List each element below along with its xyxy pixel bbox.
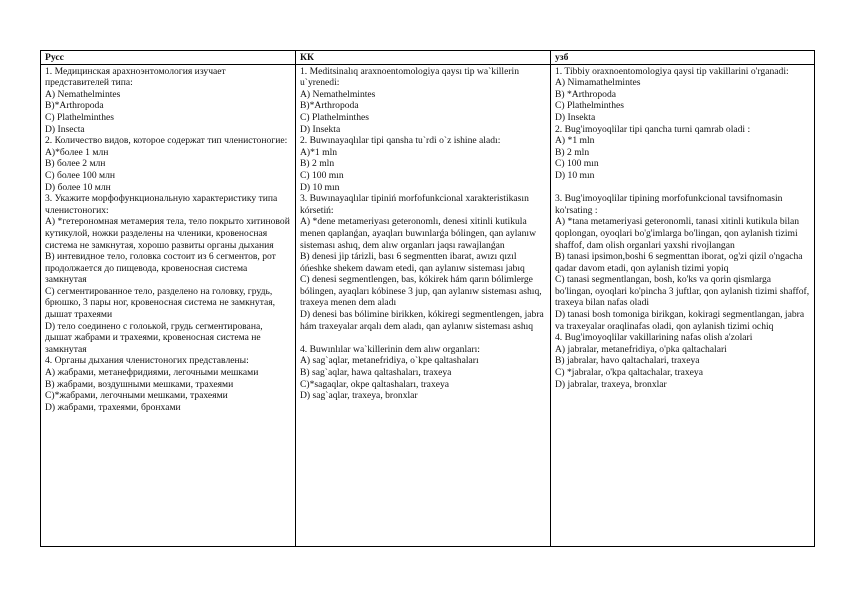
text-line: C) более 100 млн	[45, 169, 116, 181]
text-line: A) *гетерономная метамерия тела, тело покрыто хитиновой кутикулой, ножки разделены на членики, кровеносная система не замкнутая, хорошо развиты органы дыхания	[45, 216, 290, 251]
text-line: C) 100 mın	[300, 169, 344, 181]
text-line: A) жабрами, метанефридиями, легочными мешками	[45, 367, 259, 379]
text-line: B)*Arthropoda	[300, 100, 359, 112]
text-line: B) denesi jip tárizli, bası 6 segmentten ibarat, awızı qızıl óńeshke shekem dawam etedi, qan aylanıw sisteması jabıq	[300, 251, 525, 274]
text-line: 3. Bug'imoyoqlilar tipining morfofunkcional tavsifnomasin ko'rsating :	[555, 193, 783, 216]
text-line: B) интевидное тело, головка состоит из 6 сегментов, рот продолжается до пищевода, кровеносная система замкнутая	[45, 251, 276, 286]
uzbek-column	[551, 64, 815, 546]
text-line: C) Plathelminthes	[555, 100, 625, 112]
text-line: D) жабрами, трахеями, бронхами	[45, 401, 181, 413]
text-line: 3. Buwınayaqlılar tipiniń morfofunkcional xarakteristikasın kórsetiń:	[300, 193, 529, 216]
text-line: D) Insecta	[45, 123, 85, 135]
text-line: D) тело соединено с голоькой, грудь сегментирована, дышат жабрами и трахеями, кровеносная система не замкнутая	[45, 320, 263, 355]
russian-column	[41, 64, 296, 546]
text-line: A) Nemathelmintes	[45, 88, 121, 100]
text-line: B) жабрами, воздушными мешками, трахеями	[45, 378, 234, 390]
text-line: B) *Arthropoda	[555, 88, 617, 100]
text-line: C) *jabralar, o'kpa qaltachalar, traxeya	[555, 367, 703, 379]
text-line: D) Insekta	[555, 111, 596, 123]
text-line: B) tanasi ipsimon,boshi 6 segmenttan iborat, og'zi qizil o'ngacha qadar davom etadi, qon aylanish tizimi yopiq	[555, 251, 803, 274]
text-line: D) Insekta	[300, 123, 341, 135]
text-line: B) 2 mln	[555, 146, 590, 158]
karakalpak-column	[296, 64, 551, 546]
text-line: C) Plathelminthes	[300, 111, 370, 123]
text-line: 4. Органы дыхания членистоногих представлены:	[45, 355, 249, 367]
text-line: D) более 10 млн	[45, 181, 111, 193]
text-line: D) tanasi bosh tomoniga birikgan, kokiragi segmentlangan, jabra va traxeyalar oraqlinafas oladi, qon aylanish tizimi ochiq	[555, 309, 805, 332]
blank-line	[300, 332, 546, 344]
text-line: 3. Укажите морфофункциональную характеристику типа членистоногих:	[45, 193, 278, 216]
text-line: A) *tana metameriyasi geteronomli, tanasi xitinli kutikula bilan qoplongan, oyoqlari bo'g'imlarga bo'lingan, qon aylanish tizimi shaffof, dam olish organlari yaxshi rivojlangan	[555, 216, 800, 251]
text-line: 2. Buwınayaqlılar tipi qansha tu`rdi o`z ishine aladı:	[300, 135, 501, 147]
text-line: C) denesi segmentlengen, bas, kókirek hám qarın bólimlerge bólingen, ayaqları kóbinese 3 jup, qan aylanıw sisteması ashıq, traxeya menen dem aladı	[300, 274, 542, 309]
text-line: C) 100 mın	[555, 158, 599, 170]
text-line: C) сегментированное тело, разделено на головку, грудь, брюшко, 3 пары ног, кровеносная система не замкнутая, дышат трахеями	[45, 285, 276, 321]
text-line: B) 2 mln	[300, 158, 335, 170]
text-line: A) jabralar, metanefridiya, o'pka qaltachalari	[555, 343, 727, 355]
text-line: A) *1 mln	[555, 135, 595, 147]
content-row	[41, 64, 815, 546]
text-line: D) denesi bas bólimine birikken, kókiregi segmentlengen, jabra hám traxeyalar arqalı dem aladı, qan aylanıw sisteması ashıq	[300, 309, 544, 332]
header-karakalpak: КК	[296, 51, 551, 65]
text-line: A) Nimamathelmintes	[555, 77, 641, 89]
text-line: A) Nemathelmintes	[300, 88, 376, 100]
text-line: B) sag`aqlar, hawa qaltashaları, traxeya	[300, 367, 452, 379]
document-page	[40, 50, 810, 547]
text-line: A) *dene metameriyası geteronomlı, denesi xitinli kutikula menen qaplanǵan, ayaqları buwınlarǵa bólingen, qan aylanıw sisteması ashıq, dem alıw organları jaqsı rawajlanǵan	[300, 216, 537, 251]
header-russian: Русс	[41, 51, 296, 65]
header-uzbek: узб	[551, 51, 815, 65]
text-line: 2. Bug'imoyoqlilar tipi qancha turni qamrab oladi :	[555, 123, 751, 135]
text-line: C)*sagaqlar, okpe qaltashaları, traxeya	[300, 378, 450, 390]
text-line: A) sag`aqlar, metanefridiya, o`kpe qaltashaları	[300, 355, 479, 367]
text-line: B)*Arthropoda	[45, 100, 104, 112]
text-line: A)*более 1 млн	[45, 146, 109, 158]
text-line: 4. Bug'imoyoqlilar vakillarining nafas olish a'zolari	[555, 332, 753, 344]
quiz-table	[40, 50, 815, 547]
text-line: D) 10 mın	[555, 169, 595, 181]
text-line: A)*1 mln	[300, 146, 338, 158]
text-line: 1. Tibbiy oraxnoentomologiya qaysi tip vakillarini o'rganadi:	[555, 65, 789, 77]
text-line: C) tanasi segmentlangan, bosh, ko'ks va qorin qismlarga bo'lingan, oyoqlari ko'pincha 3 juftlar, qon aylanish tizimi shaffof, traxeya bilan nafas oladi	[555, 274, 810, 309]
text-line: D) jabralar, traxeya, bronxlar	[555, 378, 667, 390]
text-line: D) sag`aqlar, traxeya, bronxlar	[300, 390, 418, 402]
blank-line	[555, 182, 810, 194]
text-line: C) Plathelminthes	[45, 111, 115, 123]
text-line: C)*жабрами, легочными мешками, трахеями	[45, 390, 228, 402]
text-line: 1. Медицинская арахноэнтомология изучает представителей типа:	[45, 65, 226, 89]
text-line: B) jabralar, havo qaltachalari, traxeya	[555, 355, 700, 367]
text-line: 4. Buwınlılar wa`killerinin dem alıw organları:	[300, 343, 480, 355]
text-line: D) 10 mın	[300, 181, 340, 193]
text-line: B) более 2 млн	[45, 158, 106, 170]
text-line: 1. Meditsinalıq araxnoentomologiya qaysı tip wa`killerin u`yrenedi:	[300, 65, 520, 89]
text-line: 2. Количество видов, которое содержат тип членистоногие:	[45, 135, 288, 147]
header-row	[41, 51, 815, 65]
